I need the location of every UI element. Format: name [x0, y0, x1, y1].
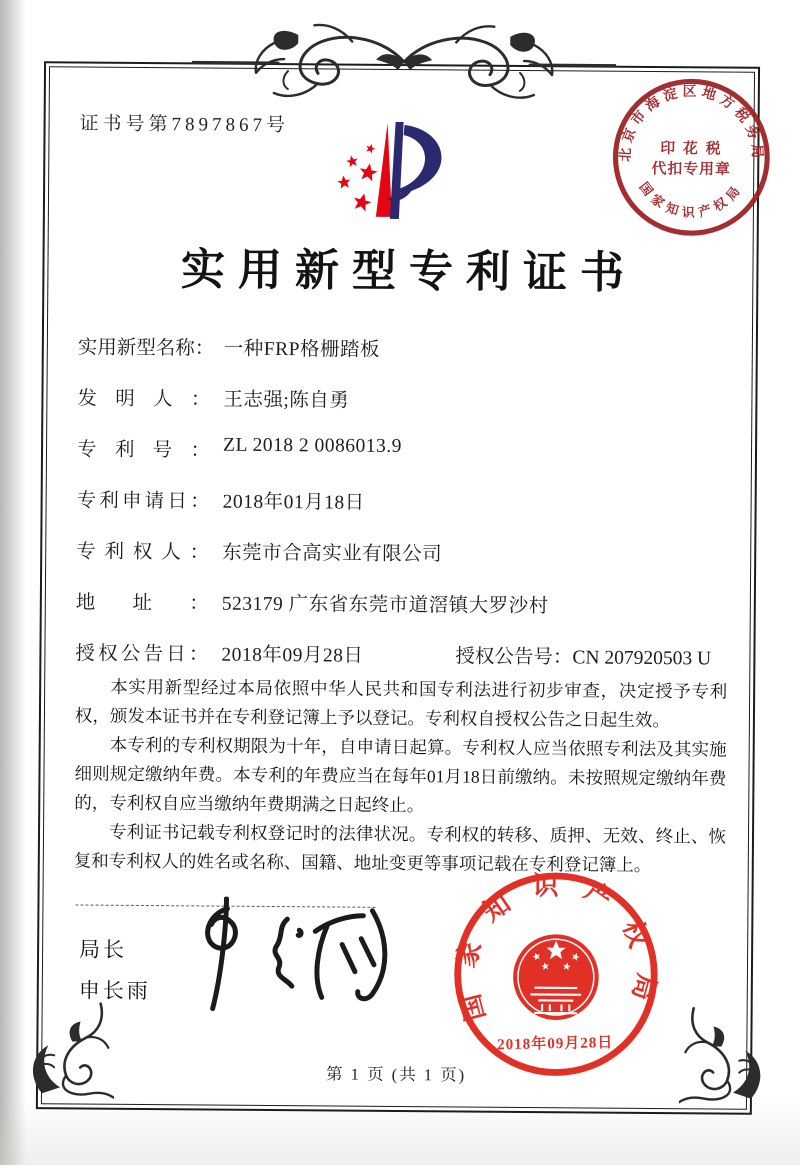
- body-paragraph-2: 本专利的专利权期限为十年，自申请日起算。专利权人应当依照专利法及其实施细则规定缴纳年费。本专利的年费应当在每年01月18日前缴纳。未按照规定缴纳年费的，专利权自应当缴纳年费期满之日起终止。: [74, 734, 727, 816]
- field-value: 一种FRP格栅踏板: [223, 338, 381, 361]
- field-label: 地址：: [75, 592, 209, 615]
- certificate-title: 实用新型专利证书: [180, 245, 638, 298]
- director-name: 申长雨: [78, 978, 151, 1004]
- seal-date: 2018年09月28日: [497, 1035, 614, 1054]
- cnipa-patent-logo-icon: [323, 117, 484, 236]
- field-label: 授权公告号：: [455, 646, 573, 669]
- logo-stars: [336, 142, 379, 212]
- page-number: 第 1 页 (共 1 页): [326, 1064, 467, 1085]
- field-label: 授权公告日：: [75, 643, 209, 666]
- body-paragraph-3: 专利证书记载专利权登记时的法律状况。专利权的转移、质押、无效、终止、恢复和专利权人的姓名或名称、国籍、地址变更等事项记载在专利登记簿上。: [73, 821, 727, 875]
- tax-stamp-line1: 印 花 税: [660, 140, 723, 158]
- seal-ring-text: 国家知识产权局: [450, 871, 662, 1026]
- field-row-address: [75, 586, 736, 618]
- director-block: [79, 933, 152, 1005]
- certificate-number: 证书号第7897867号: [79, 113, 290, 137]
- body-paragraph-1: 本实用新型经过本局依照中华人民共和国专利法进行初步审查，决定授予专利权，颁发本证书并在专利登记簿上予以登记。专利权自授权公告之日起生效。: [74, 676, 728, 731]
- flourish-left-half: [256, 24, 405, 96]
- floral-corner-ornament-icon: [679, 1002, 786, 1109]
- field-value: 王志强;陈自勇: [223, 389, 350, 412]
- national-emblem-icon: [513, 934, 599, 1020]
- field-row-patentee: [76, 535, 736, 566]
- field-label: 实用新型名称：: [77, 337, 215, 360]
- director-title: 局长: [79, 937, 128, 962]
- field-label: 发明人：: [77, 388, 211, 411]
- field-label: 专利申请日：: [76, 490, 210, 513]
- tax-stamp-ring-top-text: 北京市海淀区地方税务局: [617, 83, 766, 164]
- certificate-fields: [75, 331, 738, 693]
- field-row-filing-date: [77, 484, 737, 512]
- dragon-flourish-ornament-icon: [192, 8, 617, 107]
- field-value: ZL 2018 2 0086013.9: [222, 434, 403, 458]
- field-row-grant-date: [75, 637, 735, 670]
- cnipa-official-seal: [448, 866, 664, 1082]
- floral-corner-ornament-icon: [8, 997, 115, 1104]
- field-value: 2018年01月18日: [222, 491, 365, 514]
- svg-text:国家知识产权局: [636, 180, 746, 220]
- director-signature-icon: [175, 896, 406, 1018]
- tax-stamp-line2: 代扣专用章: [651, 161, 732, 178]
- field-row-inventor: [77, 382, 737, 410]
- field-row-patent-no: [77, 433, 737, 461]
- logo-blue-p: [387, 122, 442, 219]
- flourish-right-half: [404, 26, 553, 98]
- legal-body-text: [74, 672, 728, 880]
- field-value: 东莞市合高实业有限公司: [222, 542, 443, 566]
- field-label: 专利权人：: [76, 541, 210, 564]
- field-value: 523179 广东省东莞市道滘镇大罗沙村: [221, 593, 549, 618]
- field-value: CN 207920503 U: [572, 647, 712, 670]
- field-row-name: [78, 331, 738, 359]
- tax-stamp-seal: [609, 75, 774, 240]
- logo-red-wedge: [376, 123, 393, 217]
- tax-stamp-ring-bottom-text: 国家知识产权局: [636, 179, 746, 220]
- grant-publication-no: [455, 640, 711, 670]
- field-label: 专利号：: [76, 439, 211, 462]
- field-value: 2018年09月28日: [221, 644, 364, 667]
